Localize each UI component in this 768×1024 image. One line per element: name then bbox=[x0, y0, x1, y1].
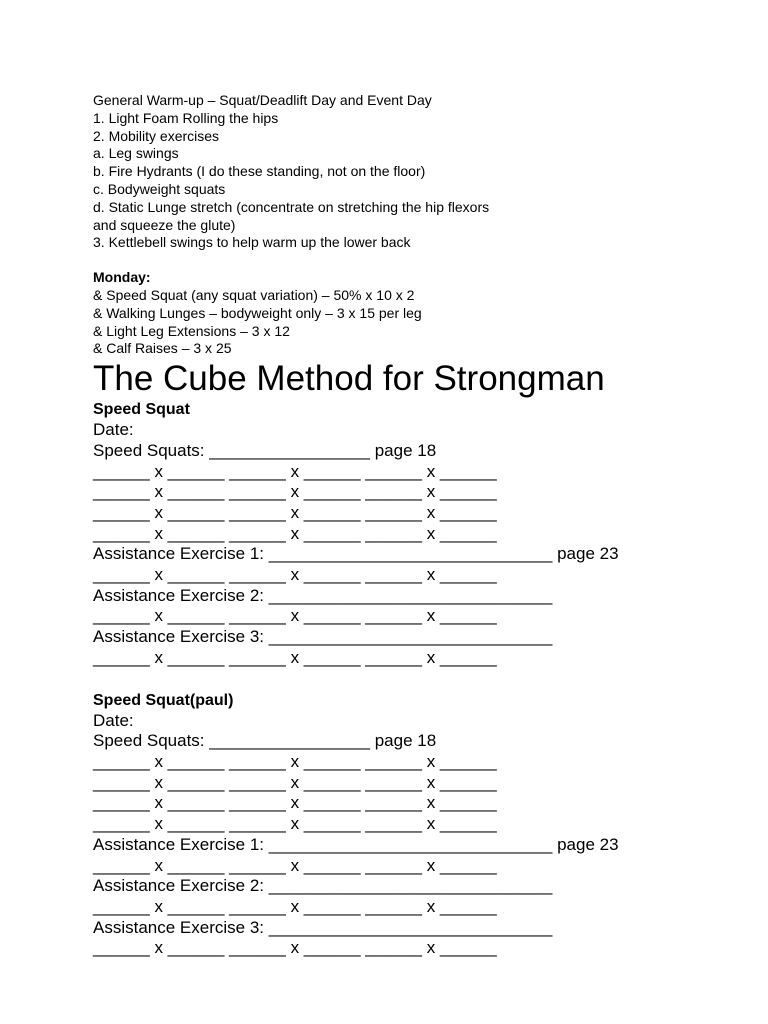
section-heading: Speed Squat bbox=[93, 401, 190, 419]
set-row: ______ x ______ ______ x ______ ______ x ______ bbox=[93, 647, 497, 667]
assistance-exercise-2: Assistance Exercise 2: ______________________________ bbox=[93, 585, 553, 605]
assistance-exercise-3: Assistance Exercise 3: ______________________________ bbox=[93, 627, 553, 647]
spacer bbox=[93, 669, 733, 691]
set-row: ______ x ______ ______ x ______ ______ x ______ bbox=[93, 565, 497, 585]
log-section bbox=[93, 691, 733, 959]
assistance-exercise-1: Assistance Exercise 1: ______________________________ page 23 bbox=[93, 834, 619, 854]
warmup-line: a. Leg swings bbox=[93, 145, 179, 162]
warmup-title: General Warm-up – Squat/Deadlift Day and Event Day bbox=[93, 92, 432, 108]
set-row: ______ x ______ ______ x ______ ______ x ______ bbox=[93, 793, 497, 813]
warmup-line: c. Bodyweight squats bbox=[93, 180, 226, 197]
monday-item: & Speed Squat (any squat variation) – 50% x 10 x 2 bbox=[93, 286, 415, 303]
date-line: Date: bbox=[93, 710, 134, 730]
document-page bbox=[93, 92, 733, 959]
set-row: ______ x ______ ______ x ______ ______ x ______ bbox=[93, 896, 497, 916]
set-row: ______ x ______ ______ x ______ ______ x ______ bbox=[93, 482, 497, 502]
date-line: Date: bbox=[93, 420, 134, 440]
set-row: ______ x ______ ______ x ______ ______ x ______ bbox=[93, 938, 497, 958]
set-row: ______ x ______ ______ x ______ ______ x ______ bbox=[93, 502, 497, 522]
page-title: The Cube Method for Strongman bbox=[93, 359, 605, 399]
monday-item: & Light Leg Extensions – 3 x 12 bbox=[93, 322, 290, 339]
warmup-line: b. Fire Hydrants (I do these standing, not on the floor) bbox=[93, 163, 426, 180]
monday-heading: Monday: bbox=[93, 269, 151, 286]
set-row: ______ x ______ ______ x ______ ______ x ______ bbox=[93, 606, 497, 626]
warmup-line: and squeeze the glute) bbox=[93, 216, 236, 233]
monday-block bbox=[93, 269, 733, 358]
spacer bbox=[93, 252, 733, 269]
warmup-block bbox=[93, 92, 733, 252]
set-row: ______ x ______ ______ x ______ ______ x ______ bbox=[93, 523, 497, 543]
set-row: ______ x ______ ______ x ______ ______ x ______ bbox=[93, 461, 497, 481]
set-row: ______ x ______ ______ x ______ ______ x ______ bbox=[93, 814, 497, 834]
warmup-line: 2. Mobility exercises bbox=[93, 127, 220, 144]
set-row: ______ x ______ ______ x ______ ______ x ______ bbox=[93, 772, 497, 792]
monday-item: & Calf Raises – 3 x 25 bbox=[93, 340, 232, 357]
assistance-exercise-2: Assistance Exercise 2: ______________________________ bbox=[93, 876, 553, 896]
speed-squats-line: Speed Squats: _________________ page 18 bbox=[93, 440, 437, 460]
warmup-line: 3. Kettlebell swings to help warm up the lower back bbox=[93, 234, 411, 251]
warmup-line: d. Static Lunge stretch (concentrate on stretching the hip flexors bbox=[93, 198, 490, 215]
set-row: ______ x ______ ______ x ______ ______ x ______ bbox=[93, 752, 497, 771]
section-heading: Speed Squat(paul) bbox=[93, 691, 234, 709]
log-section bbox=[93, 400, 733, 668]
set-row: ______ x ______ ______ x ______ ______ x ______ bbox=[93, 855, 497, 875]
monday-item: & Walking Lunges – bodyweight only – 3 x 15 per leg bbox=[93, 304, 422, 321]
speed-squats-line: Speed Squats: _________________ page 18 bbox=[93, 731, 437, 751]
assistance-exercise-3: Assistance Exercise 3: ______________________________ bbox=[93, 917, 553, 937]
warmup-line: 1. Light Foam Rolling the hips bbox=[93, 109, 279, 126]
assistance-exercise-1: Assistance Exercise 1: ______________________________ page 23 bbox=[93, 544, 619, 564]
